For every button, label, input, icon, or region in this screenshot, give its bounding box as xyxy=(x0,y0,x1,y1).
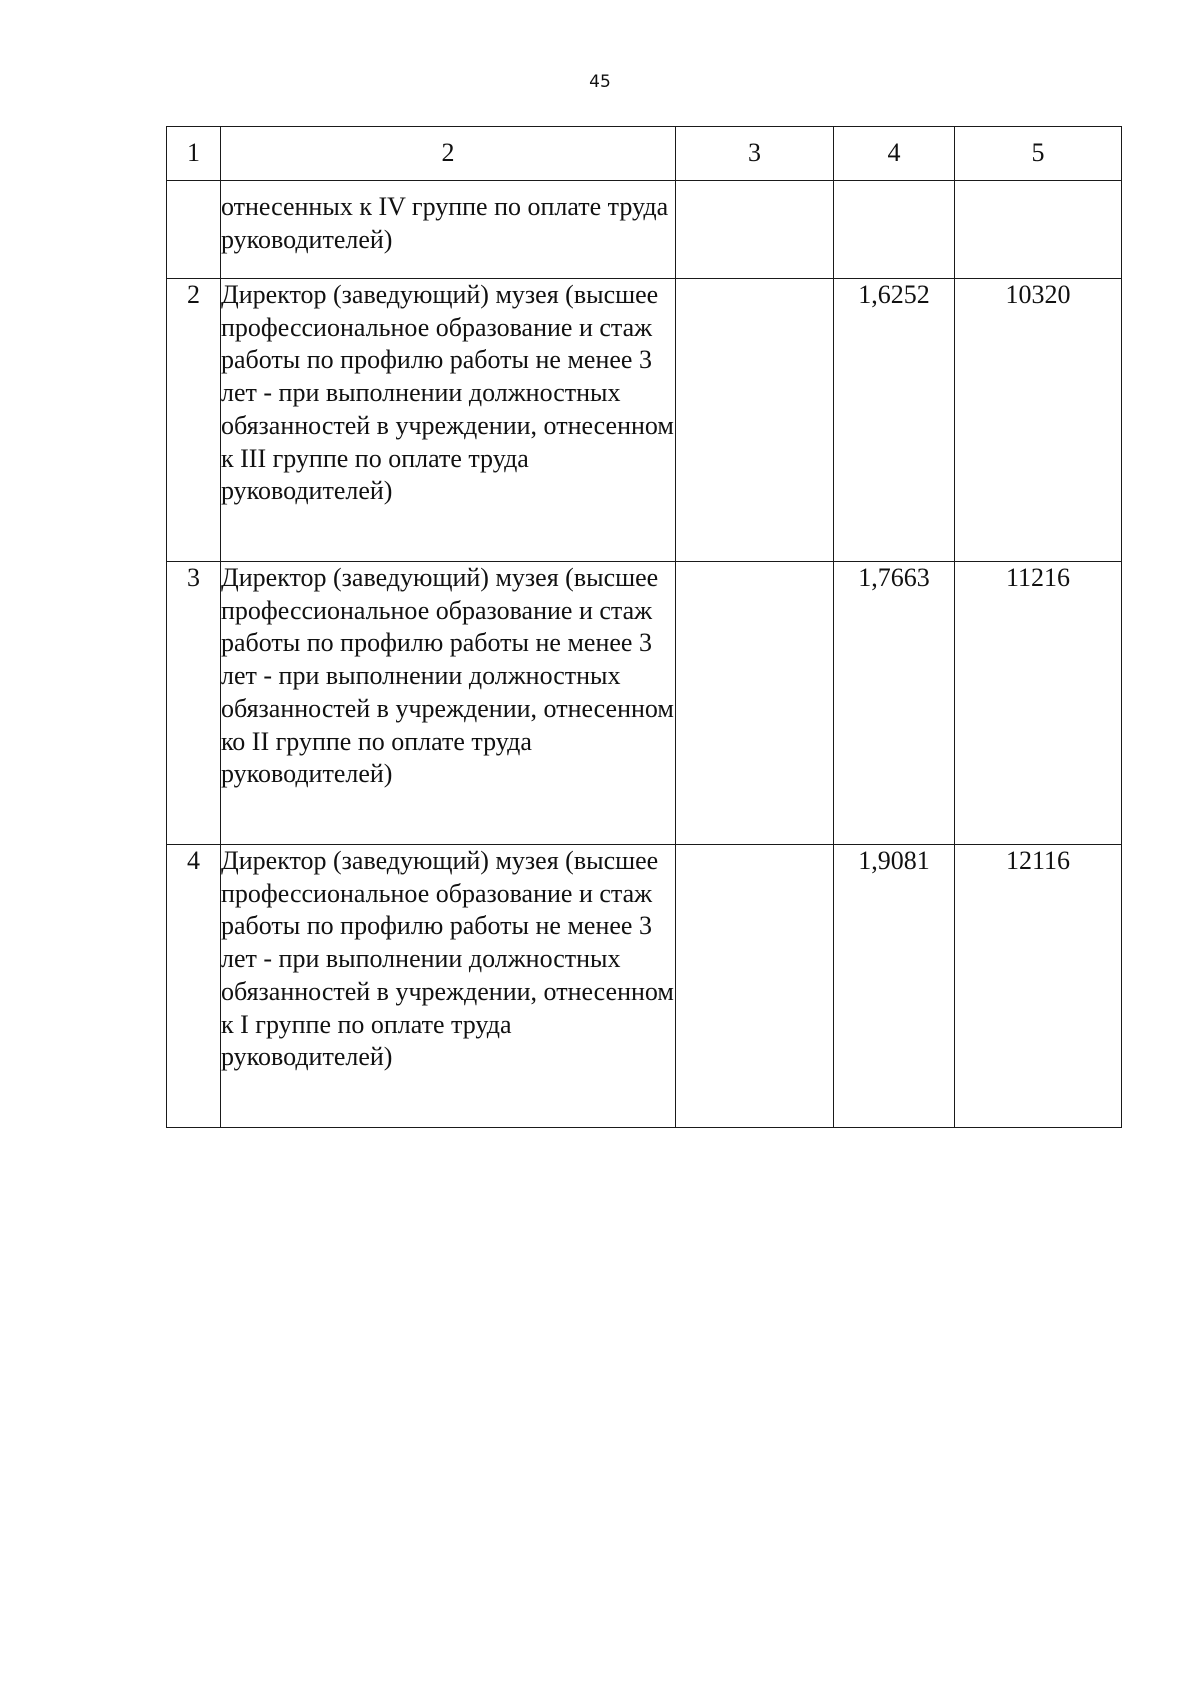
salary-cell: 10320 xyxy=(955,279,1122,562)
coefficient-cell: 1,6252 xyxy=(834,279,955,562)
table-row xyxy=(167,845,1122,1128)
column-header: 2 xyxy=(221,127,676,181)
position-description: Директор (заведующий) музея (высшее профессиональное образование и стаж работы по профилю работы не менее 3 лет - при выполнении должностных обязанностей в учреждении, отнесенном к III группе по оплате труда руководителей) xyxy=(221,279,676,562)
column-header: 4 xyxy=(834,127,955,181)
table-row xyxy=(167,279,1122,562)
column-header: 1 xyxy=(167,127,221,181)
column-header: 3 xyxy=(676,127,834,181)
coefficient-cell: 1,9081 xyxy=(834,845,955,1128)
table-cell xyxy=(676,279,834,562)
position-description: отнесенных к IV группе по оплате труда руководителей) xyxy=(221,181,676,279)
table-row xyxy=(167,181,1122,279)
row-number-cell xyxy=(167,181,221,279)
position-description: Директор (заведующий) музея (высшее профессиональное образование и стаж работы по профилю работы не менее 3 лет - при выполнении должностных обязанностей в учреждении, отнесенном к I группе по оплате труда руководителей) xyxy=(221,845,676,1128)
column-header: 5 xyxy=(955,127,1122,181)
salary-cell: 12116 xyxy=(955,845,1122,1128)
row-number-cell: 2 xyxy=(167,279,221,562)
page-number: 45 xyxy=(589,72,611,92)
table-cell xyxy=(676,562,834,845)
salary-cell: 11216 xyxy=(955,562,1122,845)
table-row xyxy=(167,562,1122,845)
table-cell xyxy=(676,181,834,279)
table-header-row xyxy=(167,127,1122,181)
row-number-cell: 4 xyxy=(167,845,221,1128)
table-cell xyxy=(676,845,834,1128)
salary-cell xyxy=(955,181,1122,279)
position-description: Директор (заведующий) музея (высшее профессиональное образование и стаж работы по профилю работы не менее 3 лет - при выполнении должностных обязанностей в учреждении, отнесенном ко II группе по оплате труда руководителей) xyxy=(221,562,676,845)
salary-table xyxy=(166,126,1122,1128)
coefficient-cell xyxy=(834,181,955,279)
coefficient-cell: 1,7663 xyxy=(834,562,955,845)
row-number-cell: 3 xyxy=(167,562,221,845)
